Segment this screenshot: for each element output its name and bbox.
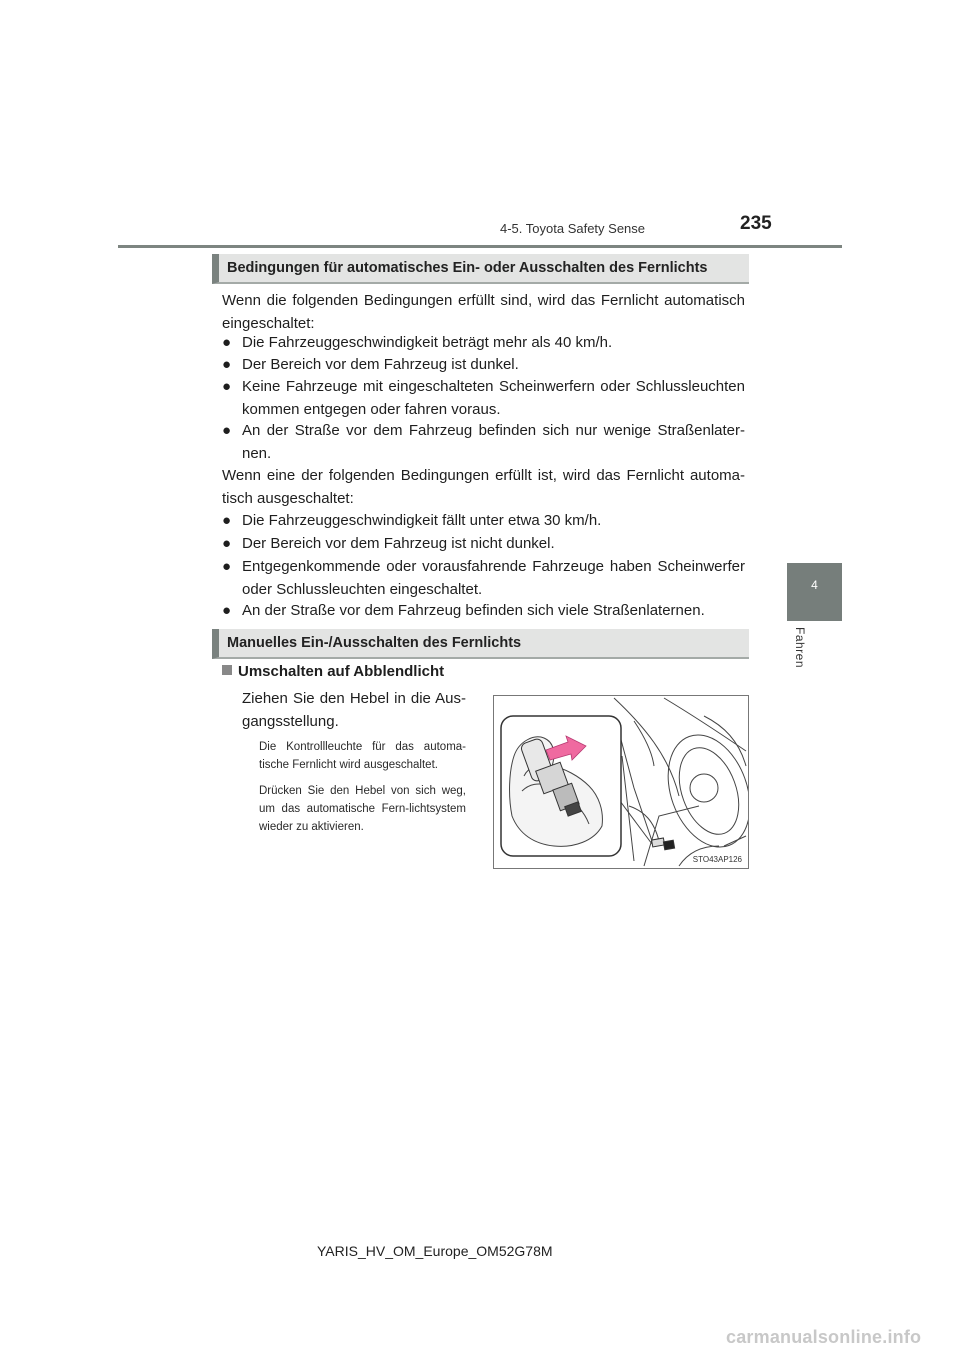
- bullet-icon: ●: [222, 535, 232, 552]
- subheading: Umschalten auf Abblendlicht: [222, 663, 444, 680]
- section-heading-manual-high-beam: [212, 629, 749, 659]
- list-item: ● An der Straße vor dem Fahrzeug befinden sich viele Straßenlaternen.: [222, 599, 745, 622]
- section-heading-text: Bedingungen für automatisches Ein- oder Ausschalten des Fernlichts: [227, 260, 708, 276]
- bullet-icon: ●: [222, 602, 232, 619]
- chapter-tab: [787, 563, 842, 621]
- bullet-icon: ●: [222, 356, 232, 373]
- list-item: ● Entgegenkommende oder vorausfahrende Fahrzeuge haben Scheinwerfer oder Schlussleuchten eingeschaltet.: [222, 555, 745, 601]
- note-text: Drücken Sie den Hebel von sich weg, um das automatische Fern-lichtsystem wieder zu aktivieren.: [259, 785, 466, 833]
- chapter-number: 4: [811, 578, 818, 592]
- bullet-icon: ●: [222, 512, 232, 529]
- page-number: 235: [740, 213, 772, 234]
- header-rule: [118, 245, 842, 248]
- section-heading-auto-high-beam-conditions: [212, 254, 749, 284]
- running-header-section: 4-5. Toyota Safety Sense: [500, 221, 646, 236]
- list-item: ● Der Bereich vor dem Fahrzeug ist nicht dunkel.: [222, 532, 745, 555]
- list-item: ● An der Straße vor dem Fahrzeug befinden sich nur wenige Straßenlater-nen.: [222, 419, 745, 465]
- list-item: ● Die Fahrzeuggeschwindigkeit beträgt mehr als 40 km/h.: [222, 331, 745, 354]
- list-item: ● Keine Fahrzeuge mit eingeschalteten Scheinwerfern oder Schlussleuchten kommen entgegen oder fahren voraus.: [222, 375, 745, 421]
- lever-illustration: [493, 695, 749, 869]
- illustration-code: STO43AP126: [692, 855, 742, 864]
- section-heading-text: Manuelles Ein-/Ausschalten des Fernlichts: [227, 635, 522, 651]
- bullet-icon: ●: [222, 558, 232, 575]
- intro-paragraph-off: Wenn eine der folgenden Bedingungen erfüllt ist, wird das Fernlicht automa-tisch ausgeschaltet:: [222, 467, 745, 507]
- bullet-icon: ●: [222, 422, 232, 439]
- watermark: carmanualsonline.info: [726, 1327, 922, 1347]
- chapter-label: Fahren: [793, 627, 807, 669]
- bullet-icon: ●: [222, 378, 232, 395]
- list-item: ● Der Bereich vor dem Fahrzeug ist dunkel.: [222, 353, 745, 376]
- square-bullet-icon: [222, 665, 232, 675]
- note-text: Die Kontrollleuchte für das automa-tische Fernlicht wird ausgeschaltet.: [259, 741, 466, 771]
- lever-hand-drawing: [494, 696, 748, 868]
- bullet-icon: ●: [222, 334, 232, 351]
- instruction-text: Ziehen Sie den Hebel in die Aus-gangsstellung.: [242, 690, 466, 730]
- footer-doc-id: YARIS_HV_OM_Europe_OM52G78M: [317, 1243, 553, 1259]
- intro-paragraph-on: Wenn die folgenden Bedingungen erfüllt sind, wird das Fernlicht automatisch eingeschaltet:: [222, 292, 745, 332]
- list-item: ● Die Fahrzeuggeschwindigkeit fällt unter etwa 30 km/h.: [222, 509, 745, 532]
